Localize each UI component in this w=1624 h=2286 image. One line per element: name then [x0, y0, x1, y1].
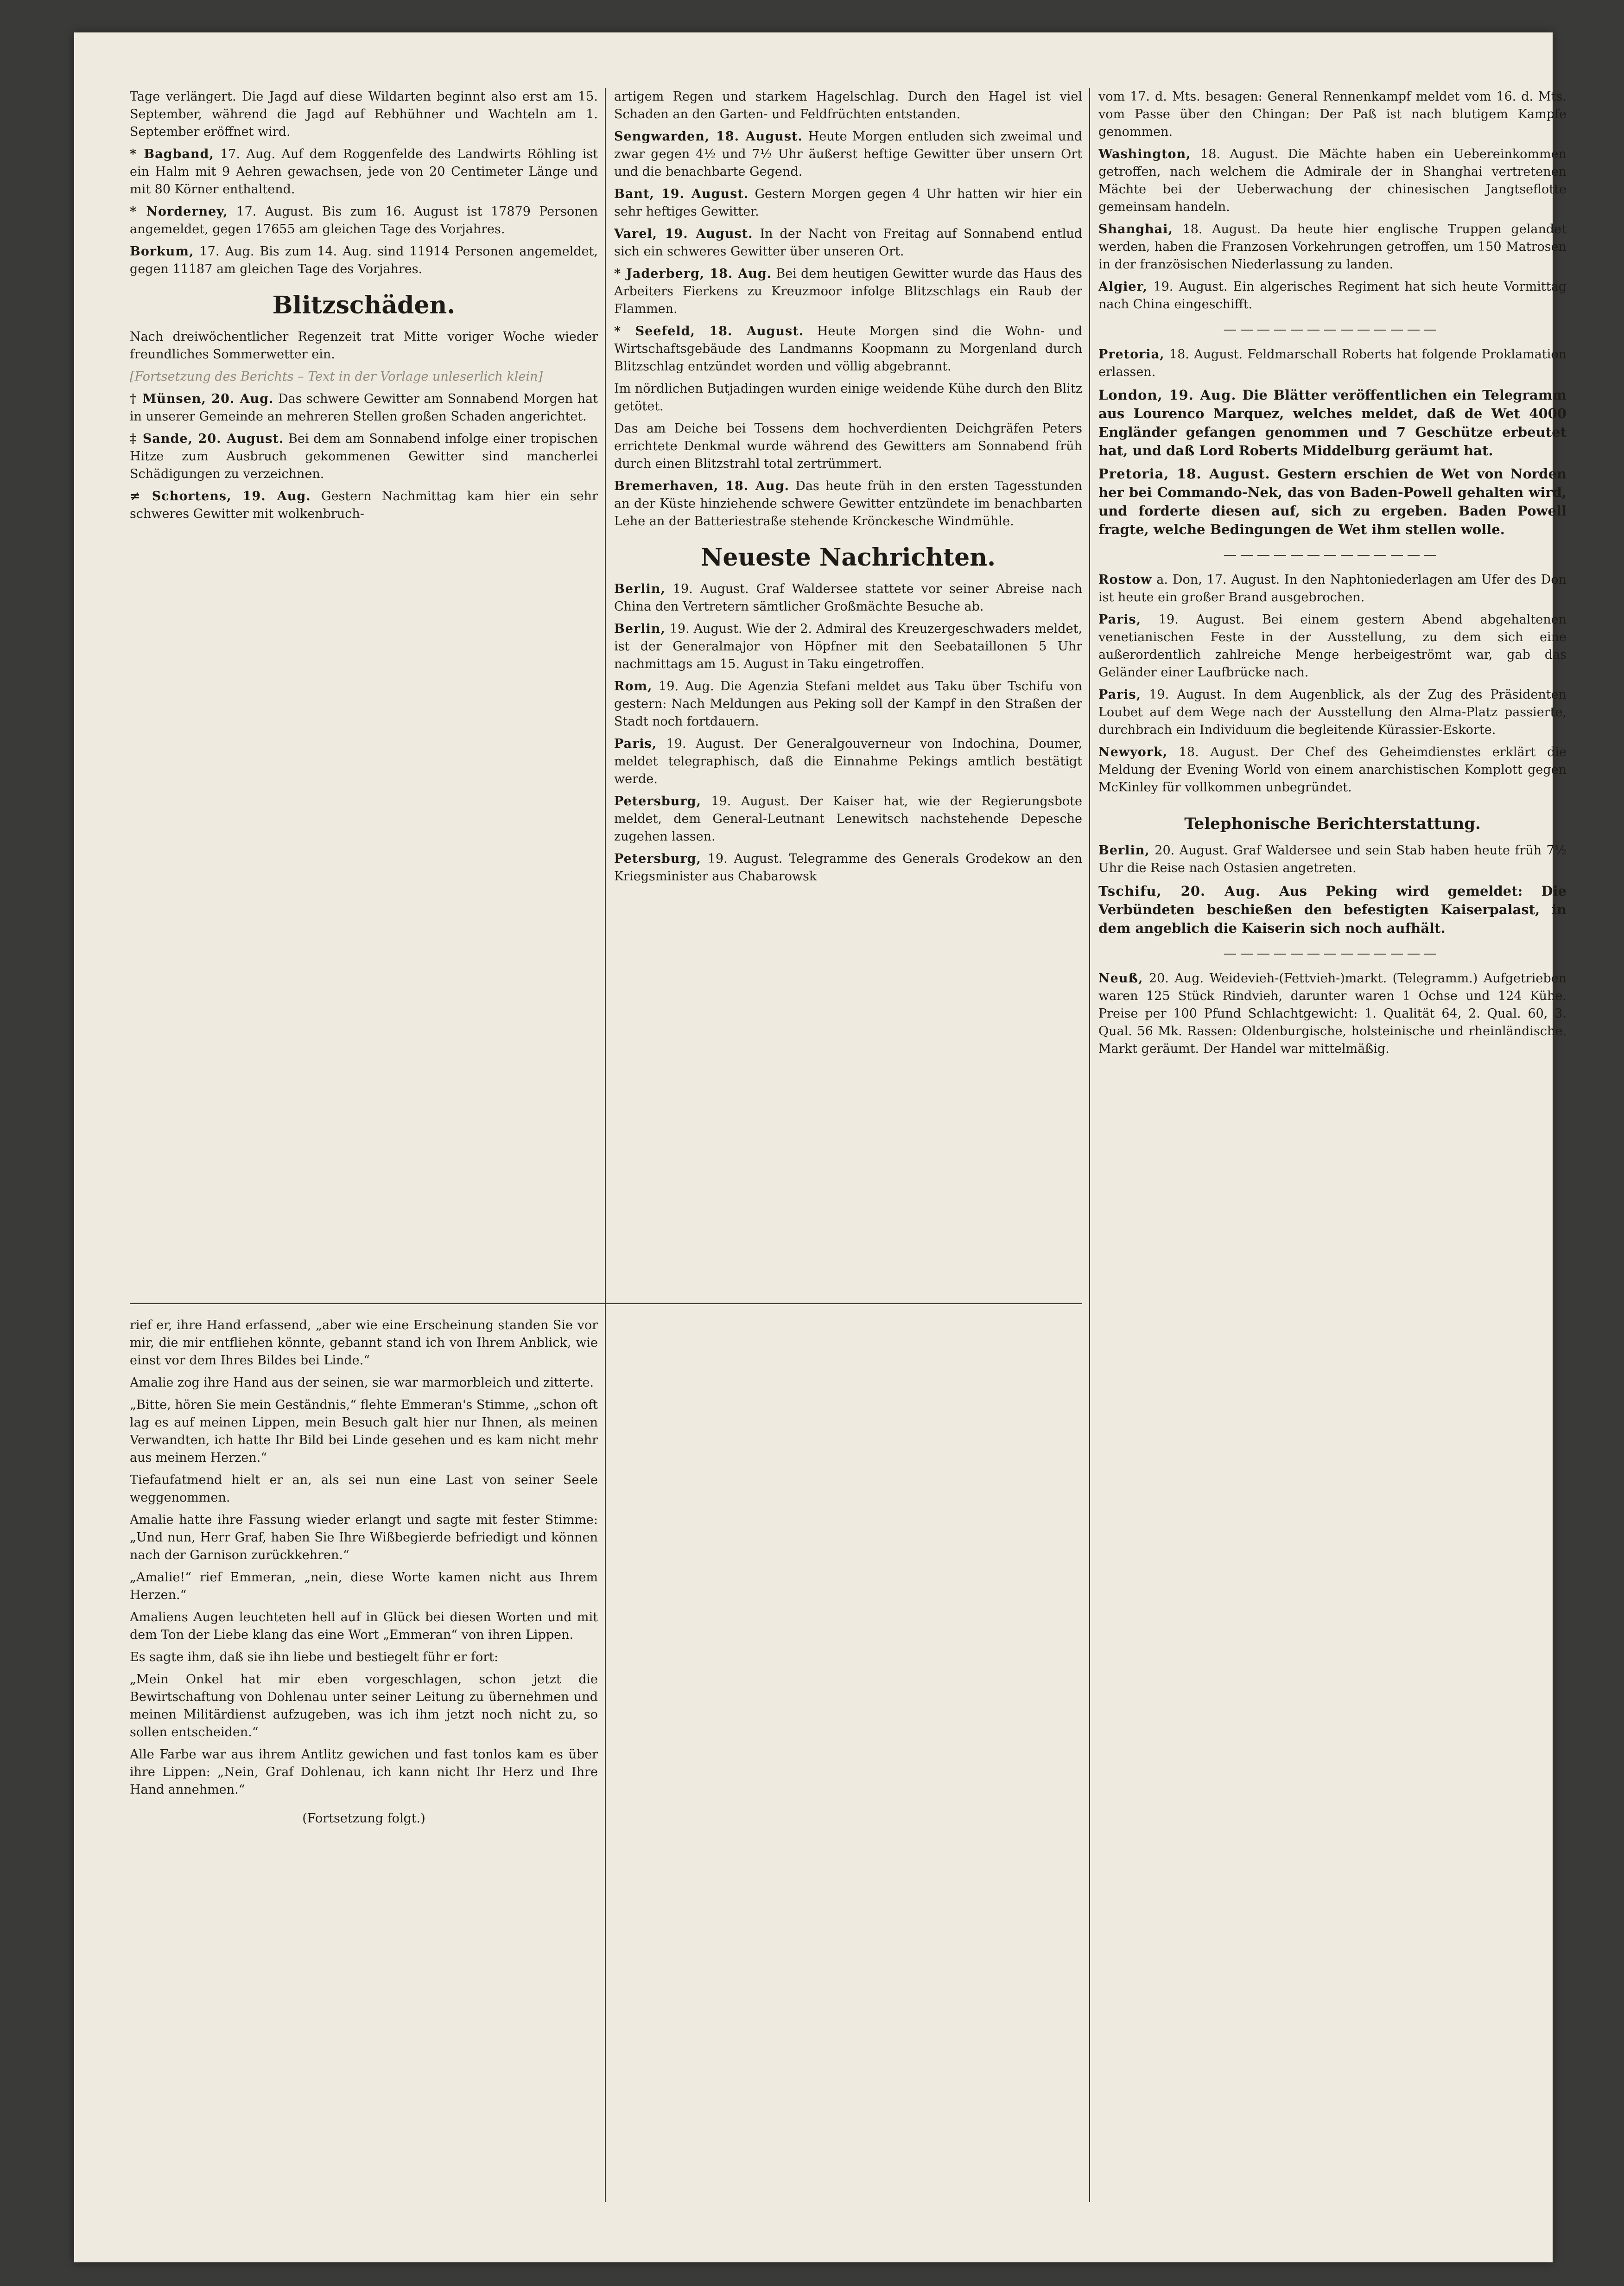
- dateline: Bant, 19. August.: [614, 187, 749, 201]
- column-1: [130, 88, 598, 1317]
- dateline: Algier,: [1098, 280, 1148, 294]
- article-text: Heute Morgen entluden sich zweimal und zwar gegen 4½ und 7½ Uhr äußerst heftige Gewitter über unsern Ort und die benachbarte Gegend.: [614, 129, 1082, 179]
- divider-line: ―――――――――――――: [1224, 947, 1441, 961]
- article-muensen: [130, 390, 598, 426]
- article-norderney: [130, 203, 598, 238]
- dateline: Washington,: [1098, 147, 1191, 161]
- article-jaderberg: [614, 265, 1082, 318]
- article-text: Bei dem am Sonnabend infolge einer tropischen Hitze zum Ausbruch gekommenen Gewitter sind mancherlei Schädigungen zu verzeichnen.: [130, 432, 598, 481]
- article-paris: [1098, 611, 1567, 681]
- article-borkum: [130, 243, 598, 278]
- article-paris: [1098, 686, 1567, 739]
- article-text: 19. August. Ein algerisches Regiment hat sich heute Vormittag nach China eingeschifft.: [1098, 280, 1567, 312]
- article-bagband: [130, 146, 598, 198]
- article-text: Das schwere Gewitter am Sonnabend Morgen hat in unserer Gemeinde an mehreren Stellen großen Schaden angerichtet.: [130, 392, 598, 424]
- article-london: [1098, 386, 1567, 460]
- dateline: Newyork,: [1098, 745, 1168, 759]
- article-text: 19. August. Wie der 2. Admiral des Kreuzergeschwaders meldet, ist der Generalmajor von Höpfner mit den Seebataillonen 5 Uhr nachmittags am 15. August in Taku eingetroffen.: [614, 622, 1082, 671]
- dateline: † Münsen, 20. Aug.: [130, 392, 274, 406]
- article-text: Die Blätter veröffentlichen ein Telegramm aus Lourenco Marquez, welches meldet, daß de Wet 4000 Engländer gefangen genommen und 7 Geschütze erbeutet hat, und daß Lord Roberts Middelburg geräumt hat.: [1098, 387, 1567, 458]
- dateline: Rostow: [1098, 573, 1152, 587]
- dateline: * Seefeld, 18. August.: [614, 324, 804, 338]
- dateline: ≠ Schortens, 19. Aug.: [130, 489, 311, 503]
- article-petersburg: [614, 793, 1082, 846]
- dateline: London, 19. Aug.: [1098, 387, 1237, 403]
- dateline: Varel, 19. August.: [614, 227, 753, 241]
- article-text: 19. Aug. Die Agenzia Stefani meldet aus Taku über Tschifu von gestern: Nach Meldungen aus Peking soll der Kampf in den Straßen der Stadt noch fortdauern.: [614, 679, 1082, 729]
- story-paragraph: „Bitte, hören Sie mein Geständnis,“ flehte Emmeran's Stimme, „schon oft lag es auf meinen Lippen, mein Besuch galt hier nur Ihnen, als meinen Verwandten, ich hatte Ihr Bild bei Linde gesehen und es kam nicht mehr aus meinem Herzen.“: [130, 1398, 598, 1465]
- story-paragraph: Tiefaufatmend hielt er an, als sei nun eine Last von seiner Seele weggenommen.: [130, 1473, 598, 1505]
- article-text: 18. August. Der Chef des Geheimdienstes erklärt die Meldung der Evening World von einem anarchistischen Komplott gegen McKinley für vollkommen unbegründet.: [1098, 745, 1567, 795]
- article-sande: [130, 430, 598, 483]
- section-title: Telephonische Berichterstattung.: [1184, 815, 1481, 833]
- article-text: Das heute früh in den ersten Tagesstunden an der Küste hinziehende schwere Gewitter entzündete im benachbarten Lehe an der Batteriestraße stehende Krönckesche Windmühle.: [614, 479, 1082, 529]
- column-2: [614, 88, 1082, 2202]
- dateline: Berlin,: [614, 622, 666, 636]
- article-rostow: [1098, 571, 1567, 606]
- article-paragraph: Im nördlichen Butjadingen wurden einige weidende Kühe durch den Blitz getötet.: [614, 382, 1082, 414]
- dateline: Sengwarden, 18. August.: [614, 129, 803, 144]
- article-text: Aus Peking wird gemeldet: Die Verbündeten beschießen den befestigten Kaiserpalast, in dem angeblich die Kaiserin sich noch aufhält.: [1098, 883, 1567, 936]
- story-paragraph: rief er, ihre Hand erfassend, „aber wie eine Erscheinung standen Sie vor mir, die mir entfliehen könnte, gebannt stand ich von Ihrem Anblick, wie einst vor dem Ihres Bildes bei Linde.“: [130, 1318, 598, 1368]
- article-berlin: [614, 580, 1082, 616]
- article-text: 18. August. Die Mächte haben ein Uebereinkommen getroffen, nach welchem die Admirale der in Shanghai vertretenen Mächte bei der Ueberwachung der chinesischen Jangtseflotte gemeinsam handeln.: [1098, 147, 1567, 214]
- dateline: Berlin,: [614, 582, 666, 596]
- article-text: 17. August. Bis zum 16. August ist 17879 Personen angemeldet, gegen 17655 am gleichen Tage des Vorjahres.: [130, 204, 598, 236]
- article-text: Gestern erschien de Wet von Norden her bei Commando-Nek, das von Baden-Powell gehalten wird, und forderte diesen auf, sich zu ergeben. Baden Powell fragte, welche Bedingungen de Wet ihm stellen wolle.: [1098, 466, 1567, 537]
- serial-story: [130, 1317, 598, 2197]
- article-sengwarden: [614, 128, 1082, 181]
- continuation-note: (Fortsetzung folgt.): [302, 1811, 425, 1826]
- dateline: ‡ Sande, 20. August.: [130, 432, 284, 446]
- story-paragraph: Es sagte ihm, daß sie ihn liebe und bestiegelt führ er fort:: [130, 1650, 499, 1664]
- story-paragraph: Alle Farbe war aus ihrem Antlitz gewichen und fast tonlos kam es über ihre Lippen: „Nein, Graf Dohlenau, ich kann nicht Ihr Herz und Ihre Hand annehmen.“: [130, 1747, 598, 1797]
- column-rule-2: [1089, 88, 1090, 2202]
- dateline: Pretoria,: [1098, 347, 1165, 362]
- section-title: Blitzschäden.: [272, 291, 456, 319]
- newspaper-page: [74, 32, 1567, 2262]
- story-paragraph: Amalie zog ihre Hand aus der seinen, sie war marmorbleich und zitterte.: [130, 1375, 594, 1390]
- article-text: Heute Morgen sind die Wohn- und Wirtschaftsgebäude des Landmanns Koopmann zu Morgenland durch Blitzschlag entzündet worden und völlig abgebrannt.: [614, 324, 1082, 374]
- dateline: Berlin,: [1098, 843, 1150, 858]
- dateline: * Bagband,: [130, 147, 214, 161]
- article-newyork: [1098, 744, 1567, 796]
- article-text: 18. August. Feldmarschall Roberts hat folgende Proklamation erlassen.: [1098, 347, 1567, 379]
- article-pretoria: [1098, 346, 1567, 381]
- article-text: In der Nacht von Freitag auf Sonnabend entlud sich ein schweres Gewitter über unseren Ort.: [614, 227, 1082, 259]
- story-paragraph: Amaliens Augen leuchteten hell auf in Glück bei diesen Worten und mit dem Ton der Liebe klang das eine Wort „Emmeran“ von ihren Lippen.: [130, 1610, 598, 1642]
- article-text: 19. August. In dem Augenblick, als der Zug des Präsidenten Loubet auf dem Wege nach der Ausstellung den Alma-Platz passierte, durchbrach ein Individuum die begleitende Kürassier-Eskorte.: [1098, 688, 1567, 737]
- article-paragraph: Das am Deiche bei Tossens dem hochverdienten Deichgräfen Peters errichtete Denkmal wurde während des Gewitters am Sonnabend früh durch einen Blitzstrahl total zertrümmert.: [614, 421, 1082, 471]
- article-text: 19. August. Bei einem gestern Abend abgehaltenen venetianischen Feste in der Ausstellung, zu dem sich eine außerordentlich zahlreiche Menge herbeigeströmt war, gab das Geländer einer Laufbrücke nach.: [1098, 612, 1567, 680]
- article-text: 20. Aug. Weidevieh-(Fettvieh-)markt. (Telegramm.) Aufgetrieben waren 125 Stück Rindvieh, darunter waren 1 Ochse und 124 Kühe. Preise per 100 Pfund Schlachtgewicht: 1. Qualität 64, 2. Qual. 60, 3. Qual. 56 Mk. Rassen: Oldenburgische, holsteinische und rheinländische. Markt geräumt. Der Handel war mittelmäßig.: [1098, 971, 1567, 1056]
- article-berlin: [614, 620, 1082, 673]
- article-paris: [614, 735, 1082, 788]
- dateline: Tschifu, 20. Aug.: [1098, 883, 1261, 899]
- article-seefeld: [614, 323, 1082, 376]
- article-varel: [614, 225, 1082, 261]
- dateline: * Jaderberg, 18. Aug.: [614, 267, 772, 281]
- dateline: Petersburg,: [614, 852, 701, 866]
- article-berlin: [1098, 842, 1567, 877]
- dateline: Pretoria, 18. August.: [1098, 466, 1270, 482]
- column-3: [1098, 88, 1567, 2202]
- dateline: Rom,: [614, 679, 653, 694]
- article-shanghai: [1098, 221, 1567, 274]
- divider-line: ―――――――――――――: [1224, 548, 1441, 562]
- story-paragraph: „Mein Onkel hat mir eben vorgeschlagen, schon jetzt die Bewirtschaftung von Dohlenau unter seiner Leitung zu übernehmen und meinen Militärdienst aufzugeben, was ich ihm jetzt noch nicht zu, so sollen entscheiden.“: [130, 1672, 598, 1739]
- article-bremerhaven: [614, 478, 1082, 530]
- article-text: Gestern Morgen gegen 4 Uhr hatten wir hier ein sehr heftiges Gewitter.: [614, 187, 1082, 219]
- story-paragraph: „Amalie!“ rief Emmeran, „nein, diese Worte kamen nicht aus Ihrem Herzen.“: [130, 1570, 598, 1602]
- dateline: Shanghai,: [1098, 222, 1173, 236]
- dateline: Petersburg,: [614, 794, 701, 809]
- story-paragraph: Amalie hatte ihre Fassung wieder erlangt und sagte mit fester Stimme: „Und nun, Herr Graf, haben Sie Ihre Wißbegierde befriedigt und können nach der Garnison zurückkehren.“: [130, 1513, 598, 1562]
- article-bant: [614, 185, 1082, 221]
- article-text: 19. August. Telegramme des Generals Grodekow an den Kriegsminister aus Chabarowsk: [614, 852, 1082, 884]
- article-text: Bei dem heutigen Gewitter wurde das Haus des Arbeiters Fierkens zu Kreuzmoor infolge Blitzschlags ein Raub der Flammen.: [614, 267, 1082, 316]
- article-text: 19. August. Graf Waldersee stattete vor seiner Abreise nach China den Vertretern sämtlicher Großmächte Besuche ab.: [614, 582, 1082, 614]
- article-paragraph: vom 17. d. Mts. besagen: General Rennenkampf meldet vom 16. d. Mts. vom Passe über den Chingan: Der Paß ist nach blutigem Kampfe genommen.: [1098, 89, 1567, 139]
- article-algier: [1098, 278, 1567, 313]
- dateline: Paris,: [614, 737, 657, 751]
- dateline: Bremerhaven, 18. Aug.: [614, 479, 790, 493]
- column-rule-1: [605, 88, 606, 2202]
- article-text: a. Don, 17. August. In den Naphtoniederlagen am Ufer des Don ist heute ein großer Brand ausgebrochen.: [1098, 573, 1567, 605]
- dateline: Neuß,: [1098, 971, 1143, 986]
- article-pretoria-bold: [1098, 465, 1567, 539]
- article-paragraph: Tage verlängert. Die Jagd auf diese Wildarten beginnt also erst am 15. September, während die Jagd auf Rebhühner und Wachteln am 1. September eröffnet wird.: [130, 89, 598, 139]
- article-text: Gestern Nachmittag kam hier ein sehr schweres Gewitter mit wolkenbruch-: [130, 489, 598, 521]
- article-text: 17. Aug. Auf dem Roggenfelde des Landwirts Röhling ist ein Halm mit 9 Aehren gewachsen, jede von 20 Centimeter Länge und mit 80 Körner enthaltend.: [130, 147, 598, 197]
- article-text: 19. August. Der Kaiser hat, wie der Regierungsbote meldet, dem General-Leutnant Lenewitsch nachstehende Depesche zugehen lassen.: [614, 794, 1082, 844]
- article-text: 19. August. Der Generalgouverneur von Indochina, Doumer, meldet telegraphisch, daß die Einnahme Pekings amtlich bestätigt werde.: [614, 737, 1082, 786]
- dateline: * Norderney,: [130, 204, 228, 219]
- dateline: Paris,: [1098, 612, 1142, 627]
- article-paragraph: Nach dreiwöchentlicher Regenzeit trat Mitte voriger Woche wieder freundliches Sommerwetter ein.: [130, 330, 598, 362]
- article-tschifu: [1098, 882, 1567, 937]
- article-rom: [614, 678, 1082, 731]
- article-neuss: [1098, 970, 1567, 1058]
- article-paragraph: artigem Regen und starkem Hagelschlag. Durch den Hagel ist viel Schaden an den Garten- und Feldfrüchten entstanden.: [614, 89, 1082, 121]
- article-text: 18. August. Da heute hier englische Truppen gelandet werden, haben die Franzosen Vorkehrungen getroffen, um 150 Matrosen in der französischen Niederlassung zu landen.: [1098, 222, 1567, 272]
- article-petersburg: [614, 850, 1082, 885]
- dateline: Paris,: [1098, 688, 1142, 702]
- illegible-text: [Fortsetzung des Berichts – Text in der Vorlage unleserlich klein]: [130, 369, 543, 384]
- section-title: Neueste Nachrichten.: [700, 543, 996, 572]
- article-text: 20. August. Graf Waldersee und sein Stab haben heute früh 7½ Uhr die Reise nach Ostasien angetreten.: [1098, 843, 1567, 875]
- dateline: Borkum,: [130, 244, 194, 259]
- article-text: 17. Aug. Bis zum 14. Aug. sind 11914 Personen angemeldet, gegen 11187 am gleichen Tage des Vorjahres.: [130, 244, 598, 276]
- divider-line: ―――――――――――――: [1224, 323, 1441, 337]
- article-washington: [1098, 146, 1567, 216]
- article-schortens: [130, 488, 598, 523]
